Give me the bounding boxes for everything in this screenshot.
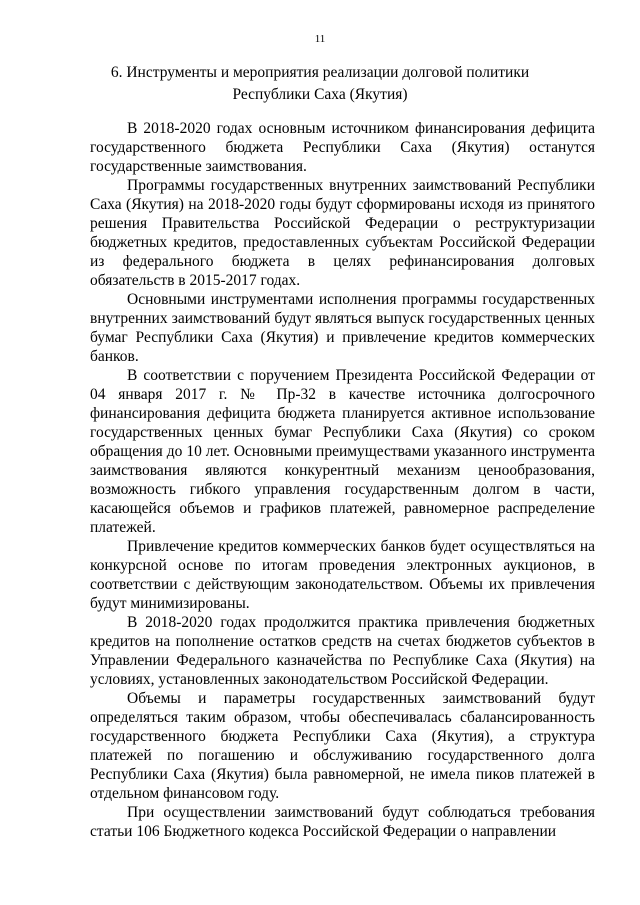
paragraph: Основными инструментами исполнения программы государственных внутренних заимствований будут являться выпуск государственных ценных бумаг Республики Саха (Якутия) и привлечение кредитов коммерческих банков.	[90, 291, 595, 365]
paragraph: Привлечение кредитов коммерческих банков будет осуществляться на конкурсной основе по итогам проведения электронных аукционов, в соответствии с действующим законодательством. Объемы их привлечения будут минимизированы.	[90, 538, 595, 612]
page-number: 11	[314, 33, 326, 45]
paragraph: В соответствии с поручением Президента Российской Федерации от 04 января 2017 г. № Пр-32 в качестве источника долгосрочного финансирования дефицита бюджета планируется активное использование государственных ценных бумаг Республики Саха (Якутия) со сроком обращения до 10 лет. Основными преимуществами указанного инструмента заимствования являются конкурентный механизм ценообразования, возможность гибкого управления государственным долгом в части, касающейся объемов и графиков платежей, равномерное распределение платежей.	[90, 367, 595, 536]
paragraph: Программы государственных внутренних заимствований Республики Саха (Якутия) на 2018-2020 годы будут сформированы исходя из принятого решения Правительства Российской Федерации о реструктуризации бюджетных кредитов, предоставленных субъектам Российской Федерации из федерального бюджета в целях рефинансирования долговых обязательств в 2015-2017 годах.	[90, 177, 595, 289]
paragraph: В 2018-2020 годах продолжится практика привлечения бюджетных кредитов на пополнение остатков средств на счетах бюджетов субъектов в Управлении Федерального казначейства по Республике Саха (Якутия) на условиях, установленных законодательством Российской Федерации.	[90, 614, 595, 688]
paragraph: При осуществлении заимствований будут соблюдаться требования статьи 106 Бюджетного кодекса Российской Федерации о направлении	[90, 804, 595, 840]
section-heading-line-2: Республики Саха (Якутия)	[232, 86, 408, 103]
paragraph: Объемы и параметры государственных заимствований будут определяться таким образом, чтобы обеспечивалась сбалансированность государственного бюджета Республики Саха (Якутия), а структура платежей по погашению и обслуживанию государственного долга Республики Саха (Якутия) была равномерной, не имела пиков платежей в отдельном финансовом году.	[90, 690, 595, 802]
body-text	[90, 119, 595, 841]
section-heading	[90, 62, 550, 106]
section-heading-line-1: 6. Инструменты и мероприятия реализации долговой политики	[110, 64, 530, 81]
paragraph: В 2018-2020 годах основным источником финансирования дефицита государственного бюджета Республики Саха (Якутия) останутся государственные заимствования.	[90, 120, 595, 175]
